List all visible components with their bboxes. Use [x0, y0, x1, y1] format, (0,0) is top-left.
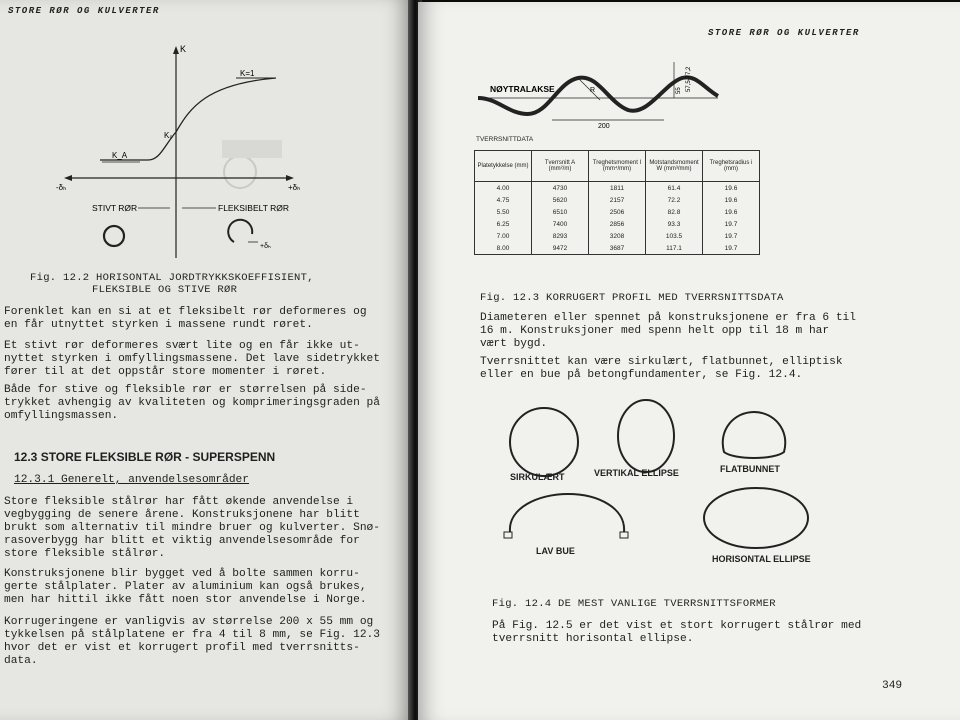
table-cell: 2157: [589, 194, 646, 206]
dim-r-label: R: [590, 87, 596, 94]
dim-200-label: 200: [598, 123, 610, 130]
table-cell: 1811: [589, 182, 646, 195]
low-arch-shape-icon: [510, 494, 624, 532]
table-cell: 4730: [532, 182, 589, 195]
paragraph-5: [4, 568, 367, 607]
right-paragraph-1: [480, 312, 856, 351]
table-header-cell: Platetykkelse (mm): [475, 151, 532, 182]
table-cell: 6510: [532, 206, 589, 218]
flexible-pipe-icon: [228, 220, 252, 242]
subsection-heading: 12.3.1 Generelt, anvendelsesområder: [14, 474, 249, 486]
paragraph-line: fører til at det oppstår store momenter i røret.: [4, 366, 327, 378]
low-arch-label: LAV BUE: [536, 546, 575, 556]
right-paragraph-3: [492, 620, 861, 646]
stiff-pipe-icon: [104, 226, 124, 246]
arch-foundation-right: [620, 532, 628, 538]
paragraph-line: Tverrsnittet kan være sirkulært, flatbunnet, elliptisk: [480, 356, 843, 368]
paragraph-6: [4, 616, 380, 668]
faint-circle: [224, 156, 256, 188]
paragraph-line: trykket avhengig av kvaliteten og komprimeringsgraden på: [4, 397, 380, 409]
table-cell: 82.8: [646, 206, 703, 218]
faint-block: [222, 140, 282, 158]
right-paragraph-2: [480, 356, 843, 382]
running-header-right: STORE RØR OG KULVERTER: [708, 28, 860, 38]
x-axis-arrow-left: [64, 175, 72, 181]
circular-label: SIRKULÆRT: [510, 472, 565, 482]
corrugation-wave: [478, 77, 718, 114]
table-header-cell: Tverrsnitt A (mm²/m): [532, 151, 589, 182]
table-cell: 3687: [589, 242, 646, 255]
paragraph-line: brukt som alternativ til mindre bruer og kulverter. Snø-: [4, 522, 380, 534]
table-cell: 5620: [532, 194, 589, 206]
table-cell: 93.3: [646, 218, 703, 230]
table-cell: 19.6: [703, 206, 760, 218]
table-cell: 19.6: [703, 194, 760, 206]
paragraph-line: Et stivt rør deformeres svært lite og en får ikke ut-: [4, 340, 360, 352]
paragraph-line: omfyllingsmassen.: [4, 410, 119, 422]
right-page: [418, 2, 960, 720]
paragraph-line: rasoverbygg har blitt et viktig anvendelsesområde for: [4, 535, 360, 547]
neg-delta-label: -δₕ: [56, 183, 67, 192]
paragraph-line: tykkelsen på stålplatene er fra 4 til 8 mm, se Fig. 12.3: [4, 629, 380, 641]
paragraph-3: [4, 384, 380, 423]
delta-small-label: +δₕ: [260, 243, 271, 250]
table-row: [475, 194, 760, 206]
table-header-cell: Treghetsradius i (mm): [703, 151, 760, 182]
paragraph-line: Diameteren eller spennet på konstruksjonene er fra 6 til: [480, 312, 856, 324]
left-page: [0, 0, 412, 720]
figure-12-2-caption-1: Fig. 12.2 HORISONTAL JORDTRYKKSKOEFFISIENT,: [30, 272, 314, 284]
table-cell: 3208: [589, 230, 646, 242]
y-axis-arrow: [173, 46, 179, 54]
paragraph-line: en får utnyttet styrken i massene rundt røret.: [4, 319, 313, 331]
k-zero-label: K₀: [164, 131, 173, 140]
page-number: 349: [882, 680, 903, 692]
table-cell: 117.1: [646, 242, 703, 255]
paragraph-line: hvor det er vist et korrugert profil med tverrsnitts-: [4, 642, 360, 654]
table-cell: 19.6: [703, 182, 760, 195]
paragraph-line: men har hittil ikke fått noen stor anvendelse i Norge.: [4, 594, 367, 606]
flexible-label: FLEKSIBELT RØR: [218, 203, 290, 213]
table-cell: 19.7: [703, 218, 760, 230]
neutral-axis-label: NØYTRALAKSE: [490, 84, 555, 94]
table-header-cell: Motstandsmoment W (mm³/mm): [646, 151, 703, 182]
paragraph-line: nyttet styrken i omfyllingsmassene. Det lave sidetrykket: [4, 353, 380, 365]
table-cell: 19.7: [703, 230, 760, 242]
table-cell: 6.25: [475, 218, 532, 230]
y-axis-label: K: [180, 44, 187, 54]
cross-section-table: [474, 150, 760, 255]
table-header-row: [475, 151, 760, 182]
horizontal-ellipse-label: HORISONTAL ELLIPSE: [712, 554, 811, 564]
table-cell: 4.75: [475, 194, 532, 206]
table-cell: 8.00: [475, 242, 532, 255]
table-row: [475, 218, 760, 230]
flat-bottom-shape-icon: [723, 412, 786, 458]
table-cell: 7400: [532, 218, 589, 230]
arch-foundation-left: [504, 532, 512, 538]
figure-12-2-caption-2: FLEKSIBLE OG STIVE RØR: [92, 284, 238, 296]
table-cell: 5.50: [475, 206, 532, 218]
corrugated-profile-diagram: [468, 54, 728, 130]
table-title: TVERRSNITTDATA: [476, 136, 534, 143]
pos-delta-label: +δₕ: [288, 183, 301, 192]
figure-12-3-caption: Fig. 12.3 KORRUGERT PROFIL MED TVERRSNITTSDATA: [480, 292, 784, 304]
paragraph-line: På Fig. 12.5 er det vist et stort korrugert stålrør med: [492, 620, 862, 632]
table-cell: 19.7: [703, 242, 760, 255]
running-header-left: STORE RØR OG KULVERTER: [8, 6, 160, 16]
table-row: [475, 242, 760, 255]
k-one-label: K=1: [240, 69, 255, 78]
paragraph-1: [4, 306, 367, 332]
k-a-label: K_A: [112, 151, 128, 160]
section-heading: 12.3 STORE FLEKSIBLE RØR - SUPERSPENN: [14, 450, 276, 464]
x-axis-arrow-right: [286, 175, 294, 181]
paragraph-line: Konstruksjonene blir bygget ved å bolte sammen korru-: [4, 568, 360, 580]
paragraph-line: 16 m. Konstruksjoner med spenn helt opp til 18 m har: [480, 325, 830, 337]
table-cell: 8293: [532, 230, 589, 242]
vertical-ellipse-shape-icon: [618, 400, 674, 472]
figure-12-4-caption: Fig. 12.4 DE MEST VANLIGE TVERRSNITTSFORMER: [492, 598, 776, 610]
dim-height-label: 57,5-77,2: [686, 66, 692, 92]
table-cell: 2856: [589, 218, 646, 230]
vertical-ellipse-label: VERTIKAL ELLIPSE: [594, 468, 679, 478]
paragraph-line: tverrsnitt horisontal ellipse.: [492, 633, 694, 645]
horizontal-ellipse-shape-icon: [704, 488, 808, 548]
table-cell: 9472: [532, 242, 589, 255]
table-cell: 103.5: [646, 230, 703, 242]
paragraph-line: Store fleksible stålrør har fått økende anvendelse i: [4, 496, 354, 508]
paragraph-line: store fleksible stålrør.: [4, 548, 166, 560]
paragraph-line: eller en bue på betongfundamenter, se Fig. 12.4.: [480, 369, 803, 381]
dim-55-label: 55: [676, 87, 682, 94]
circular-shape-icon: [510, 408, 578, 476]
paragraph-line: gerte stålplater. Plater av aluminium kan også brukes,: [4, 581, 367, 593]
table-cell: 2506: [589, 206, 646, 218]
flat-bottom-label: FLATBUNNET: [720, 464, 780, 474]
paragraph-line: Korrugeringene er vanligvis av størrelse 200 x 55 mm og: [4, 616, 374, 628]
table-cell: 72.2: [646, 194, 703, 206]
paragraph-line: Både for stive og fleksible rør er størrelsen på side-: [4, 384, 367, 396]
table-row: [475, 230, 760, 242]
paragraph-4: [4, 496, 380, 561]
table-cell: 7.00: [475, 230, 532, 242]
paragraph-2: [4, 340, 380, 379]
stiff-label: STIVT RØR: [92, 203, 138, 213]
paragraph-line: vegbygging de senere årene. Konstruksjonene har blitt: [4, 509, 360, 521]
table-cell: 61.4: [646, 182, 703, 195]
table-cell: 4.00: [475, 182, 532, 195]
paragraph-line: Forenklet kan en si at et fleksibelt rør deformeres og: [4, 306, 367, 318]
paragraph-line: vært bygd.: [480, 338, 548, 350]
table-header-cell: Treghetsmoment I (mm⁴/mm): [589, 151, 646, 182]
table-row: [475, 206, 760, 218]
figure-12-2-diagram: [40, 36, 360, 272]
table-row: [475, 182, 760, 195]
paragraph-line: data.: [4, 655, 38, 667]
